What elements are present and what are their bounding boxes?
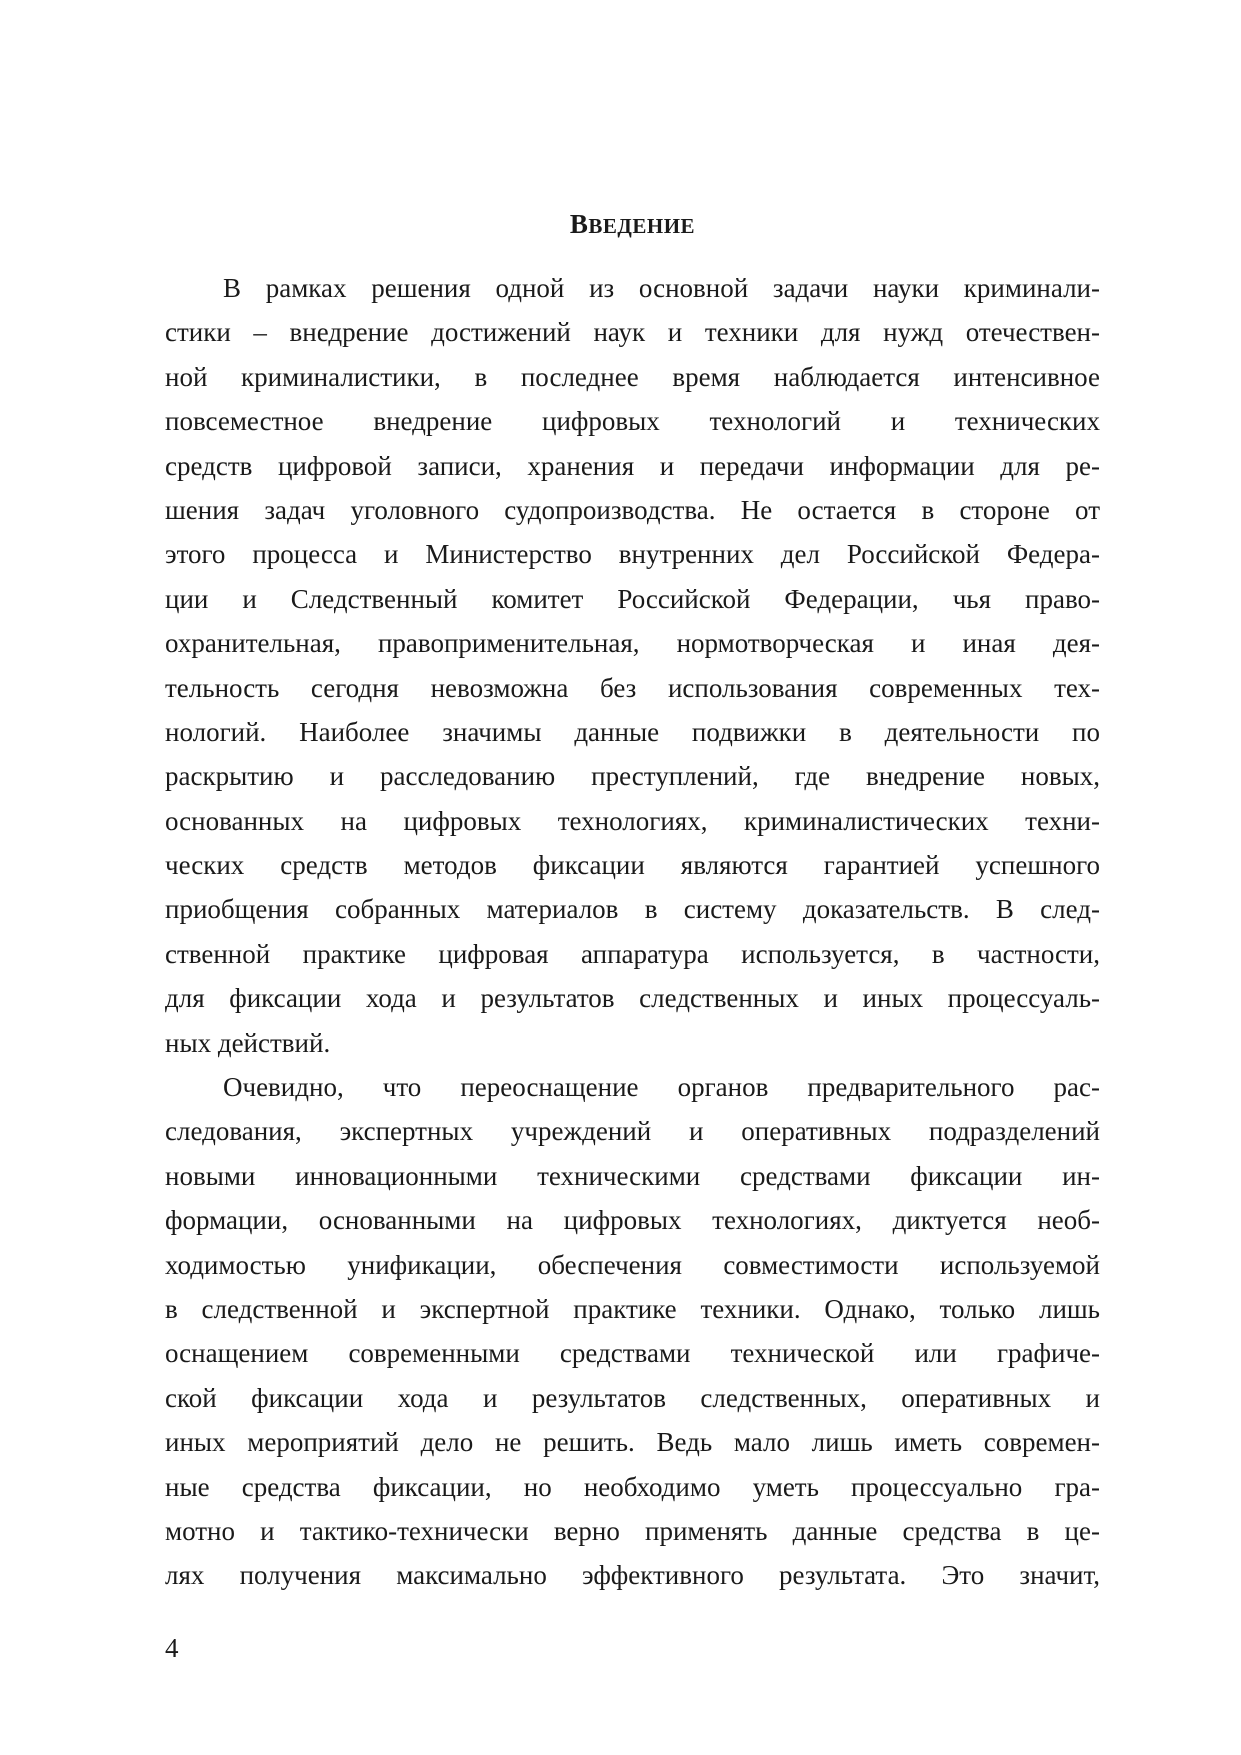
paragraph-2 bbox=[165, 1065, 1100, 1598]
text-line: формации, основанными на цифровых технологиях, диктуется необ- bbox=[165, 1205, 1100, 1236]
text-line: тельность сегодня невозможна без использования современных тех- bbox=[165, 672, 1100, 703]
text-line: ходимостью унификации, обеспечения совместимости используемой bbox=[165, 1249, 1100, 1280]
text-line: шения задач уголовного судопроизводства. Не остается в стороне от bbox=[165, 494, 1100, 525]
text-line: для фиксации хода и результатов следственных и иных процессуаль- bbox=[165, 983, 1100, 1014]
text-line: средств цифровой записи, хранения и передачи информации для ре- bbox=[165, 450, 1100, 481]
text-line: ной криминалистики, в последнее время наблюдается интенсивное bbox=[165, 361, 1100, 392]
document-page bbox=[165, 0, 1100, 1755]
text-line: стики – внедрение достижений наук и техники для нужд отечествен- bbox=[165, 317, 1100, 348]
text-line: в следственной и экспертной практике техники. Однако, только лишь bbox=[165, 1293, 1100, 1324]
text-line: ные средства фиксации, но необходимо уметь процессуально гра- bbox=[165, 1471, 1100, 1502]
text-line: новыми инновационными техническими средствами фиксации ин- bbox=[165, 1160, 1100, 1191]
text-line: В рамках решения одной из основной задачи науки криминали- bbox=[223, 273, 1100, 303]
text-line: оснащением современными средствами технической или графиче- bbox=[165, 1338, 1100, 1369]
text-line: ции и Следственный комитет Российской Федерации, чья право- bbox=[165, 583, 1100, 614]
page-number: 4 bbox=[165, 1633, 179, 1663]
paragraph-1 bbox=[165, 266, 1100, 1065]
text-line: Очевидно, что переоснащение органов предварительного рас- bbox=[223, 1072, 1100, 1103]
text-line: раскрытию и расследованию преступлений, где внедрение новых, bbox=[165, 761, 1100, 792]
heading-initial: В bbox=[569, 209, 589, 239]
text-line: ных действий. bbox=[165, 1027, 331, 1058]
text-line: иных мероприятий дело не решить. Ведь мало лишь иметь современ- bbox=[165, 1427, 1100, 1458]
text-line: нологий. Наиболее значимы данные подвижки в деятельности по bbox=[165, 716, 1100, 747]
text-line: лях получения максимально эффективного результата. Это значит, bbox=[165, 1560, 1100, 1591]
text-line: этого процесса и Министерство внутренних дел Российской Федера- bbox=[165, 539, 1100, 570]
text-line: охранительная, правоприменительная, нормотворческая и иная дея- bbox=[165, 628, 1100, 659]
text-line: основанных на цифровых технологиях, криминалистических техни- bbox=[165, 805, 1100, 836]
text-line: следования, экспертных учреждений и оперативных подразделений bbox=[165, 1116, 1100, 1147]
text-line: ственной практике цифровая аппаратура используется, в частности, bbox=[165, 938, 1100, 969]
text-line: ской фиксации хода и результатов следственных, оперативных и bbox=[165, 1382, 1100, 1413]
text-line: приобщения собранных материалов в систему доказательств. В след- bbox=[165, 894, 1100, 925]
section-heading bbox=[165, 206, 1100, 244]
text-line: мотно и тактико-технически верно применять данные средства в це- bbox=[165, 1515, 1100, 1546]
body-text bbox=[165, 266, 1100, 1598]
text-line: ческих средств методов фиксации являются гарантией успешного bbox=[165, 850, 1100, 881]
heading-rest: ВЕДЕНИЕ bbox=[588, 214, 696, 238]
text-line: повсеместное внедрение цифровых технологий и технических bbox=[165, 406, 1100, 437]
